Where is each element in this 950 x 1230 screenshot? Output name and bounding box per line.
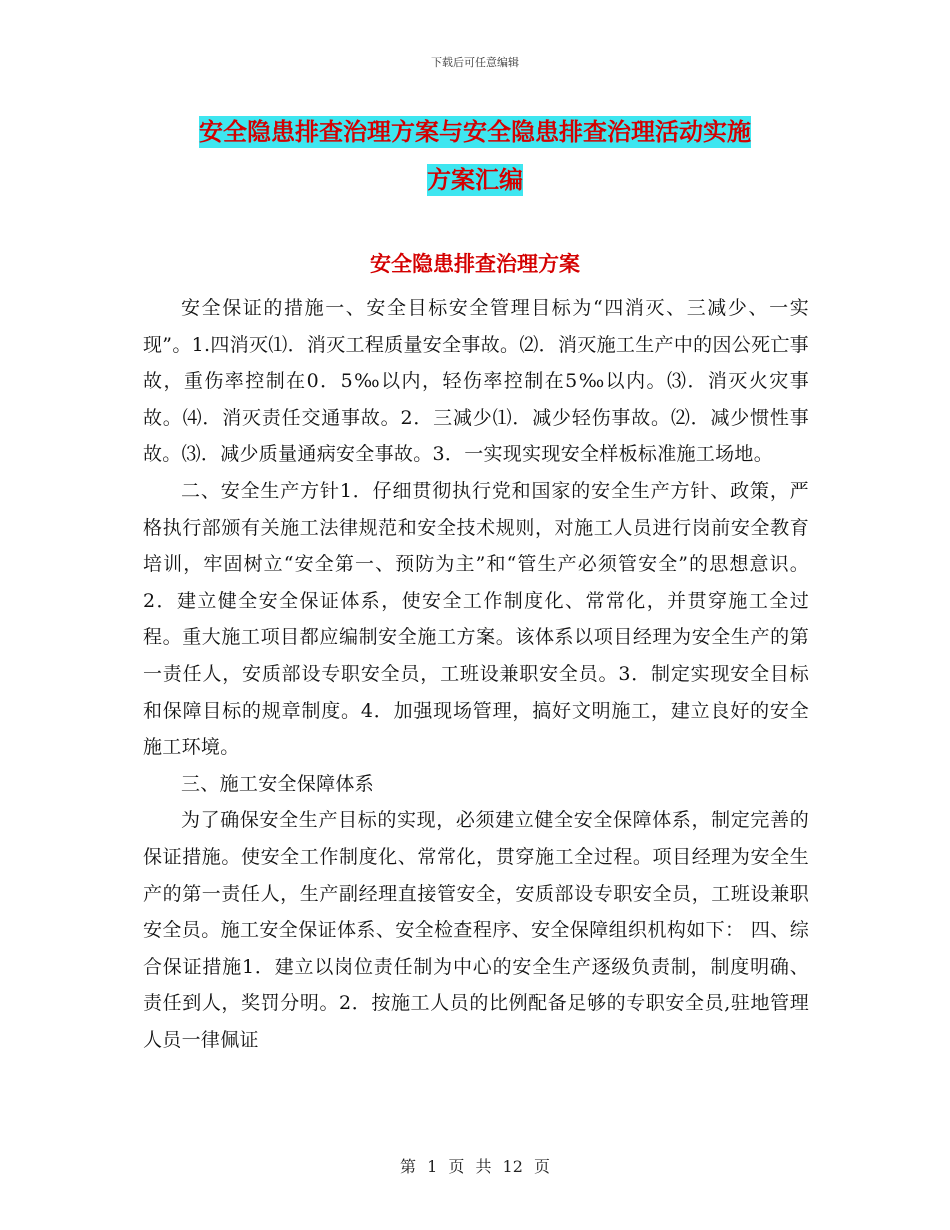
document-title-line-1: 安全隐患排查治理方案与安全隐患排查治理活动实施 <box>199 118 751 146</box>
paragraph-safety-measures: 安全保证的措施一、安全目标安全管理目标为“四消灭、三减少、一实现”。1.四消灭⑴．消灭工程质量安全事故。⑵．消灭施工生产中的因公死亡事故，重伤率控制在0．5‰以内，轻伤率控制在5‰以内。⑶．消灭火灾事故。⑷．消灭责任交通事故。2．三减少⑴．减少轻伤事故。⑵．减少惯性事故。⑶．减少质量通病安全事故。3．一实现实现安全样板标准施工场地。 <box>143 297 809 466</box>
document-title-line-2: 方案汇编 <box>427 166 523 194</box>
document-title <box>140 108 810 204</box>
paragraph-safety-policy: 二、安全生产方针1．仔细贯彻执行党和国家的安全生产方针、政策，严格执行部颁有关施工法律规范和安全技术规则，对施工人员进行岗前安全教育培训，牢固树立“安全第一、预防为主”和“管生产必须管安全”的思想意识。2．建立健全安全保证体系，使安全工作制度化、常常化，并贯穿施工全过程。重大施工项目都应编制安全施工方案。该体系以项目经理为安全生产的第一责任人，安质部设专职安全员，工班设兼职安全员。3．制定实现安全目标和保障目标的规章制度。4．加强现场管理，搞好文明施工，建立良好的安全施工环境。 <box>143 479 809 759</box>
section-heading: 安全隐患排查治理方案 <box>370 252 580 276</box>
body-text <box>143 290 809 1058</box>
page-footer: 第 1 页 共 12 页 <box>400 1157 550 1176</box>
header-note: 下载后可任意编辑 <box>431 56 519 69</box>
paragraph-guarantee-system-heading: 三、施工安全保障体系 <box>181 772 375 795</box>
paragraph-guarantee-system: 为了确保安全生产目标的实现，必须建立健全安全保障体系，制定完善的保证措施。使安全工作制度化、常常化，贯穿施工全过程。项目经理为安全生产的第一责任人，生产副经理直接管安全，安质部设专职安全员，工班设兼职安全员。施工安全保证体系、安全检查程序、安全保障组织机构如下： 四、综合保证措施1．建立以岗位责任制为中心的安全生产逐级负责制，制度明确、责任到人，奖罚分明。2．按施工人员的比例配备足够的专职安全员,驻地管理人员一律佩证 <box>143 809 809 1051</box>
